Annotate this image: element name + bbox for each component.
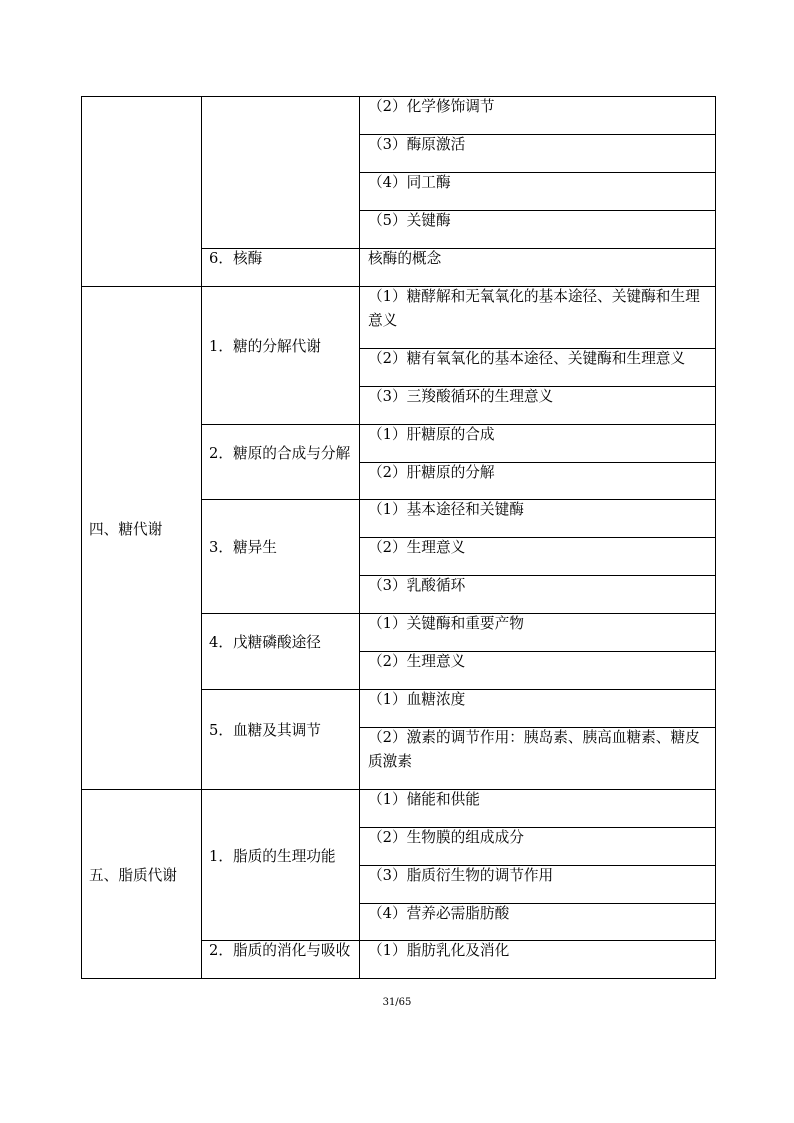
point-cell: （3）乳酸循环: [360, 576, 715, 613]
point-cell: （3）酶原激活: [360, 135, 715, 172]
blank-category-cell: [82, 97, 201, 286]
topic-cell: 5．血糖及其调节: [202, 690, 359, 789]
page-number: 31/65: [382, 997, 412, 1008]
point-cell: （2）激素的调节作用：胰岛素、胰高血糖素、糖皮质激素: [360, 728, 715, 789]
point-cell: （3）脂质衍生物的调节作用: [360, 866, 715, 903]
topic-cell: 2．糖原的合成与分解: [202, 425, 359, 499]
category-cell: 五、脂质代谢: [82, 790, 201, 978]
point-cell: （1）关键酶和重要产物: [360, 614, 715, 651]
point-cell: （1）血糖浓度: [360, 690, 715, 727]
syllabus-table: [81, 96, 716, 979]
point-cell: （4）同工酶: [360, 173, 715, 210]
point-cell: （2）生理意义: [360, 652, 715, 689]
point-cell: （1）糖酵解和无氧氧化的基本途径、关键酶和生理意义: [360, 287, 715, 348]
topic-cell: 1．脂质的生理功能: [202, 790, 359, 940]
point-cell: （2）生理意义: [360, 538, 715, 575]
point-cell: （2）化学修饰调节: [360, 97, 715, 134]
point-cell: 核酶的概念: [360, 249, 715, 286]
point-cell: （2）肝糖原的分解: [360, 463, 715, 499]
point-cell: （2）生物膜的组成成分: [360, 828, 715, 865]
point-cell: （2）糖有氧氧化的基本途径、关键酶和生理意义: [360, 349, 715, 386]
point-cell: （1）脂肪乳化及消化: [360, 941, 715, 978]
point-cell: （1）基本途径和关键酶: [360, 500, 715, 537]
point-cell: （1）储能和供能: [360, 790, 715, 827]
topic-cell: 1．糖的分解代谢: [202, 287, 359, 424]
point-cell: （3）三羧酸循环的生理意义: [360, 387, 715, 424]
category-cell: 四、糖代谢: [82, 287, 201, 789]
point-cell: （1）肝糖原的合成: [360, 425, 715, 462]
point-cell: （4）营养必需脂肪酸: [360, 904, 715, 940]
topic-cell: 2．脂质的消化与吸收: [202, 941, 359, 978]
blank-topic-cell: [202, 97, 359, 248]
point-cell: （5）关键酶: [360, 211, 715, 248]
topic-cell: 6．核酶: [202, 249, 359, 286]
topic-cell: 4．戊糖磷酸途径: [202, 614, 359, 689]
topic-cell: 3．糖异生: [202, 500, 359, 613]
